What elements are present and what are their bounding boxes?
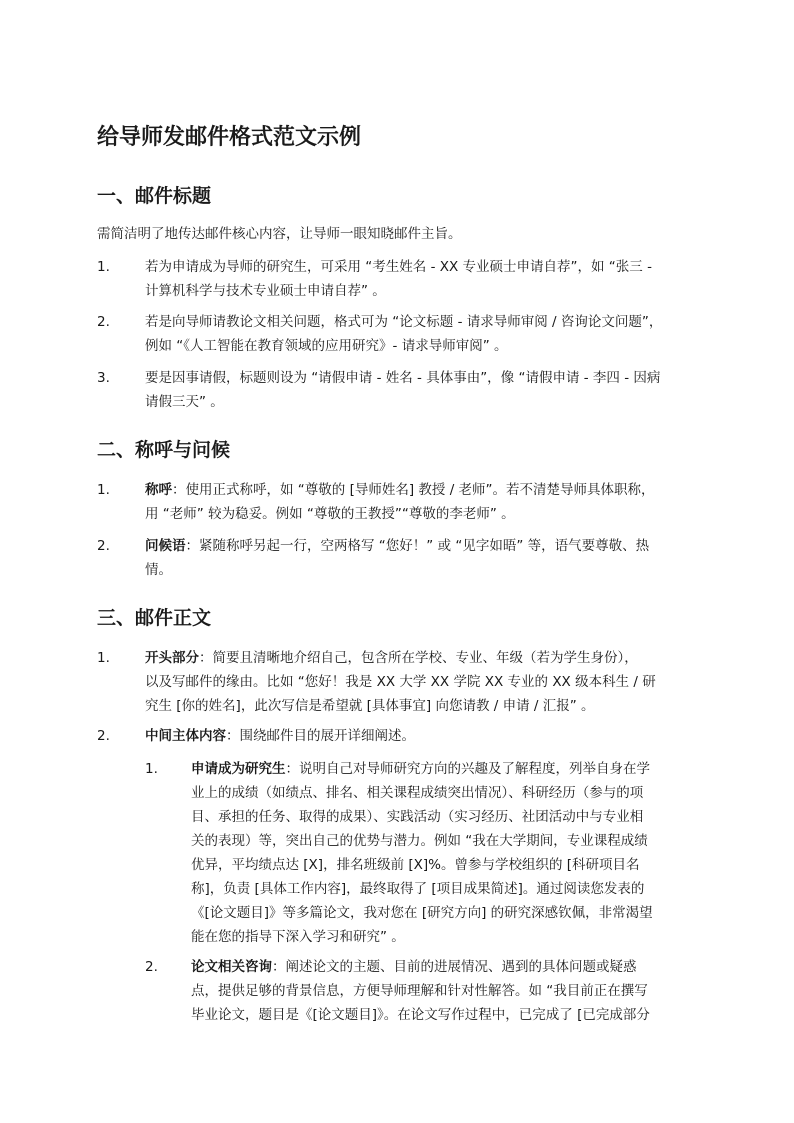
list-text: 用 “老师” 较为稳妥。例如 “尊敬的王教授”“尊敬的李老师” 。 (145, 506, 515, 522)
list-label: 开头部分 (145, 650, 199, 666)
list-text: 《[论文题目]》等多篇论文，我对您在 [研究方向] 的研究深感钦佩，非常渴望 (191, 905, 653, 921)
list-number: 1. (97, 650, 110, 666)
list-number: 2. (145, 959, 158, 975)
list-text: 情。 (145, 562, 172, 578)
list-number: 2. (97, 314, 110, 330)
list-text: 究生 [你的姓名]，此次写信是希望就 [具体事宜] 向您请教 / 申请 / 汇报” 。 (145, 698, 595, 714)
list-text: 毕业论文，题目是《[论文题目]》。在论文写作过程中，已完成了 [已完成部分 (191, 1007, 650, 1023)
list-number: 1. (97, 482, 110, 498)
list-text: 点，提供足够的背景信息，方便导师理解和针对性解答。如 “我目前正在撰写 (191, 983, 648, 999)
list-text: 优异，平均绩点达 [X]，排名班级前 [X]%。曾参与学校组织的 [科研项目名 (191, 857, 640, 873)
list-label: 中间主体内容 (145, 728, 226, 744)
section-intro: 需简洁明了地传达邮件核心内容，让导师一眼知晓邮件主旨。 (97, 226, 462, 242)
list-text: 能在您的指导下深入学习和研究” 。 (191, 929, 405, 945)
list-text: 计算机科学与技术专业硕士申请自荐” 。 (145, 283, 386, 299)
section-heading-email-body: 三、邮件正文 (97, 607, 212, 629)
list-text: ：紧随称呼另起一行，空两格写 “您好！” 或 “见字如晤” 等，语气要尊敬、热 (185, 538, 650, 554)
list-text: 若为申请成为导师的研究生，可采用 “考生姓名 - XX 专业硕士申请自荐”，如 “张三 - (145, 259, 652, 275)
list-text: 请假三天” 。 (145, 394, 224, 410)
section-heading-email-subject: 一、邮件标题 (97, 185, 212, 207)
list-label: 称呼 (145, 482, 172, 498)
list-text: ：阐述论文的主题、目前的进展情况、遇到的具体问题或疑惑 (272, 959, 637, 975)
list-text: 目、承担的任务、取得的成果）、实践活动（实习经历、社团活动中与专业相 (191, 809, 644, 825)
list-number: 1. (97, 259, 110, 275)
section-heading-salutation: 二、称呼与问候 (97, 439, 231, 461)
list-label: 申请成为研究生 (191, 761, 286, 777)
list-text: ：说明自己对导师研究方向的兴趣及了解程度，列举自身在学 (285, 761, 650, 777)
list-text: 关的表现）等，突出自己的优势与潜力。例如 “我在大学期间，专业课程成绩 (191, 833, 648, 849)
page-title: 给导师发邮件格式范文示例 (97, 125, 362, 150)
list-text: ：围绕邮件目的展开详细阐述。 (226, 728, 415, 744)
list-text: 要是因事请假，标题则设为 “请假申请 - 姓名 - 具体事由”，像 “请假申请 - 李四 - 因病 (145, 370, 661, 386)
list-text: ：简要且清晰地介绍自己，包含所在学校、专业、年级（若为学生身份）， (199, 650, 638, 666)
list-number: 2. (97, 728, 110, 744)
list-text: 以及写邮件的缘由。比如 “您好！我是 XX 大学 XX 学院 XX 专业的 XX 级本科生 / 研 (145, 674, 656, 690)
list-text: ：使用正式称呼，如 “尊敬的 [导师姓名] 教授 / 老师”。若不清楚导师具体职称， (172, 482, 655, 498)
list-text: 例如 “《人工智能在教育领域的应用研究》- 请求导师审阅” 。 (145, 338, 508, 354)
list-text: 称]，负责 [具体工作内容]，最终取得了 [项目成果简述]。通过阅读您发表的 (191, 881, 645, 897)
list-label: 论文相关咨询 (191, 959, 272, 975)
list-number: 3. (97, 370, 110, 386)
list-text: 若是向导师请教论文相关问题，格式可为 “论文标题 - 请求导师审阅 / 咨询论文问题”， (145, 314, 663, 330)
list-text: 业上的成绩（如绩点、排名、相关课程成绩突出情况）、科研经历（参与的项 (191, 785, 644, 801)
list-number: 1. (145, 761, 158, 777)
list-label: 问候语 (145, 538, 186, 554)
list-number: 2. (97, 538, 110, 554)
